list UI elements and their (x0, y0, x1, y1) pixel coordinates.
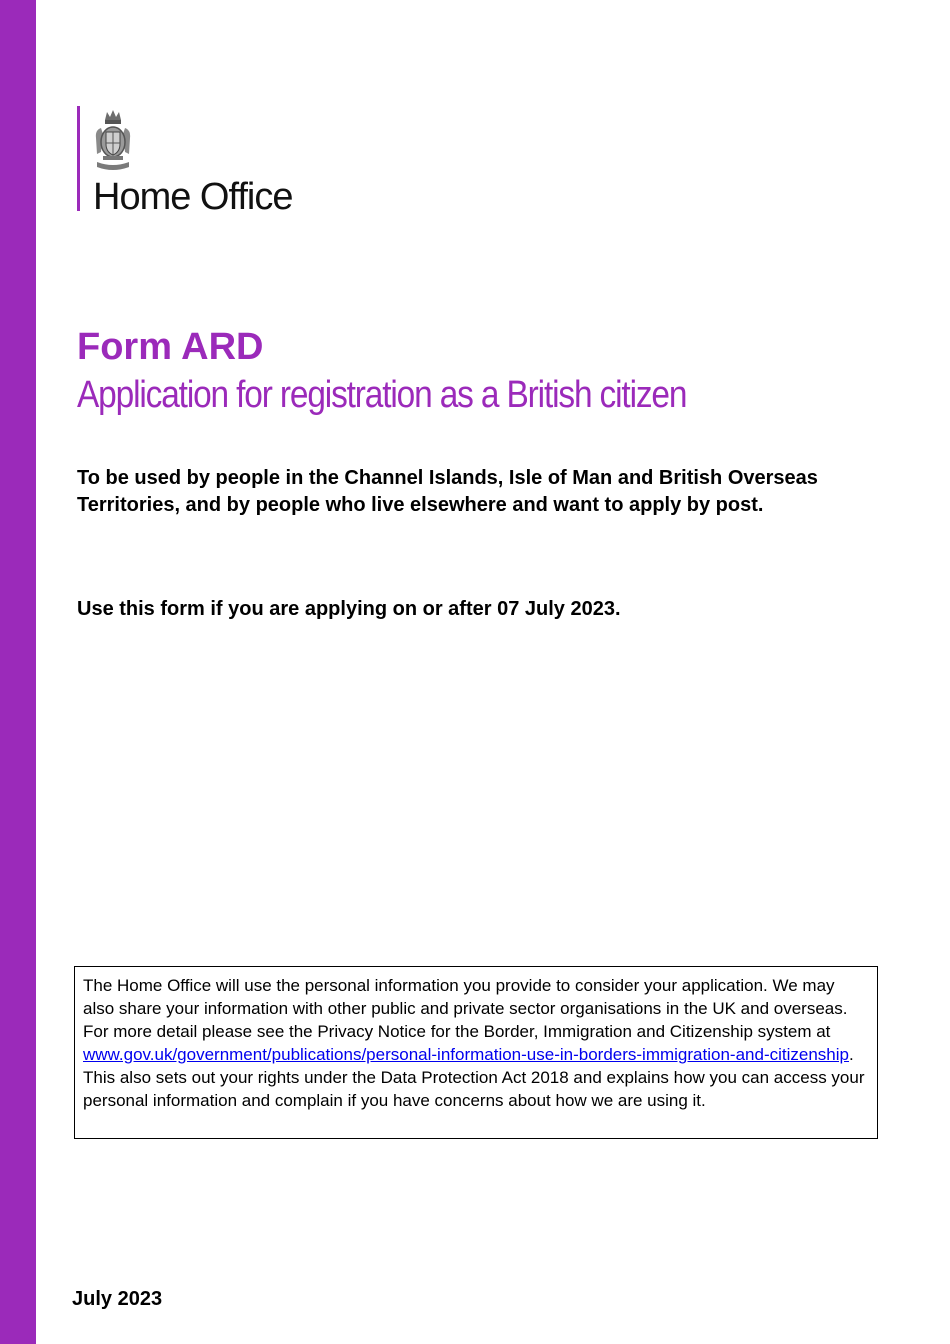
audience-statement: To be used by people in the Channel Islands, Isle of Man and British Overseas Territories, and by people who live elsewhere and want to apply by post. (77, 467, 818, 516)
privacy-text-end: . This also sets out your rights under the Data Protection Act 2018 and explains how you can access your personal information and complain if you have concerns about how we are using it. (83, 1045, 865, 1110)
privacy-notice-link[interactable]: www.gov.uk/government/publications/personal-information-use-in-borders-immigration-and-citizenship (83, 1045, 849, 1064)
effective-date-note: Use this form if you are applying on or after 07 July 2023. (77, 598, 621, 620)
side-accent-bar (0, 0, 36, 1344)
privacy-text-start: The Home Office will use the personal information you provide to consider your application. We may also share your information with other public and private sector organisations in the UK and overseas. For more detail please see the Privacy Notice for the Border, Immigration and Citizenship system at (83, 976, 848, 1041)
logo-divider (77, 106, 80, 211)
page-subtitle: Application for registration as a British citizen (77, 374, 687, 416)
logo-wordmark: Home Office (93, 176, 293, 218)
page-title: Form ARD (77, 326, 264, 368)
royal-crest-icon (93, 108, 133, 178)
home-office-logo (77, 106, 337, 218)
privacy-notice-box (74, 966, 878, 1139)
footer-date: July 2023 (72, 1288, 163, 1310)
